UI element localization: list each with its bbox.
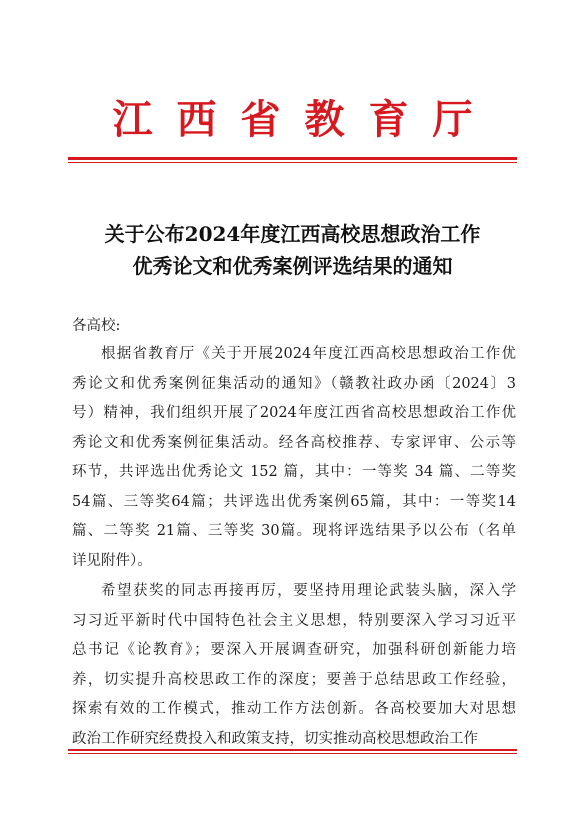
paragraph-line: 环节，共评选出优秀论文 152 篇，其中：一等奖 34 篇、二等奖 bbox=[72, 464, 516, 480]
paragraph-line: 政治工作研究经费投入和政策支持，切实推动高校思想政治工作 bbox=[72, 730, 478, 747]
paragraph-line: 54篇、三等奖64篇；共评选出优秀案例65篇，其中：一等奖14 bbox=[72, 493, 516, 510]
paragraph-line: 根据省教育厅《关于开展2024年度江西高校思想政治工作优 bbox=[101, 346, 516, 362]
document-title-line-1: 关于公布2024年度江西高校思想政治工作 bbox=[104, 222, 481, 246]
paragraph-line: 篇、二等奖 21篇、三等奖 30篇。现将评选结果予以公布（名单 bbox=[72, 523, 516, 539]
paragraph-line: 探索有效的工作模式，推动工作方法创新。各高校要加大对思想 bbox=[72, 701, 516, 717]
paragraph-line: 秀论文和优秀案例征集活动。经各高校推荐、专家评审、公示等 bbox=[72, 434, 516, 451]
footer-red-rule-thin bbox=[68, 753, 517, 754]
salutation: 各高校: bbox=[72, 318, 121, 334]
header-red-rule-thin bbox=[68, 162, 517, 163]
paragraph-line: 秀论文和优秀案例征集活动的通知》（赣教社政办函〔2024〕3 bbox=[72, 375, 516, 392]
paragraph-line: 号）精神，我们组织开展了2024年度江西省高校思想政治工作优 bbox=[72, 405, 516, 421]
agency-header: 江西省教育厅 bbox=[112, 96, 497, 143]
paragraph-line: 详见附件）。 bbox=[72, 552, 152, 569]
paragraph-line: 养，切实提升高校思政工作的深度；要善于总结思政工作经验， bbox=[72, 671, 516, 688]
footer-red-rule-thick bbox=[68, 749, 517, 751]
header-red-rule-thick bbox=[68, 157, 517, 160]
document-title-line-2: 优秀论文和优秀案例评选结果的通知 bbox=[132, 254, 453, 278]
paragraph-line: 总书记《论教育》；要深入开展调查研究，加强科研创新能力培 bbox=[72, 642, 516, 658]
paragraph-line: 希望获奖的同志再接再厉，要坚持用理论武装头脑，深入学 bbox=[101, 583, 516, 599]
paragraph-line: 习习近平新时代中国特色社会主义思想，特别要深入学习习近平 bbox=[72, 612, 516, 629]
